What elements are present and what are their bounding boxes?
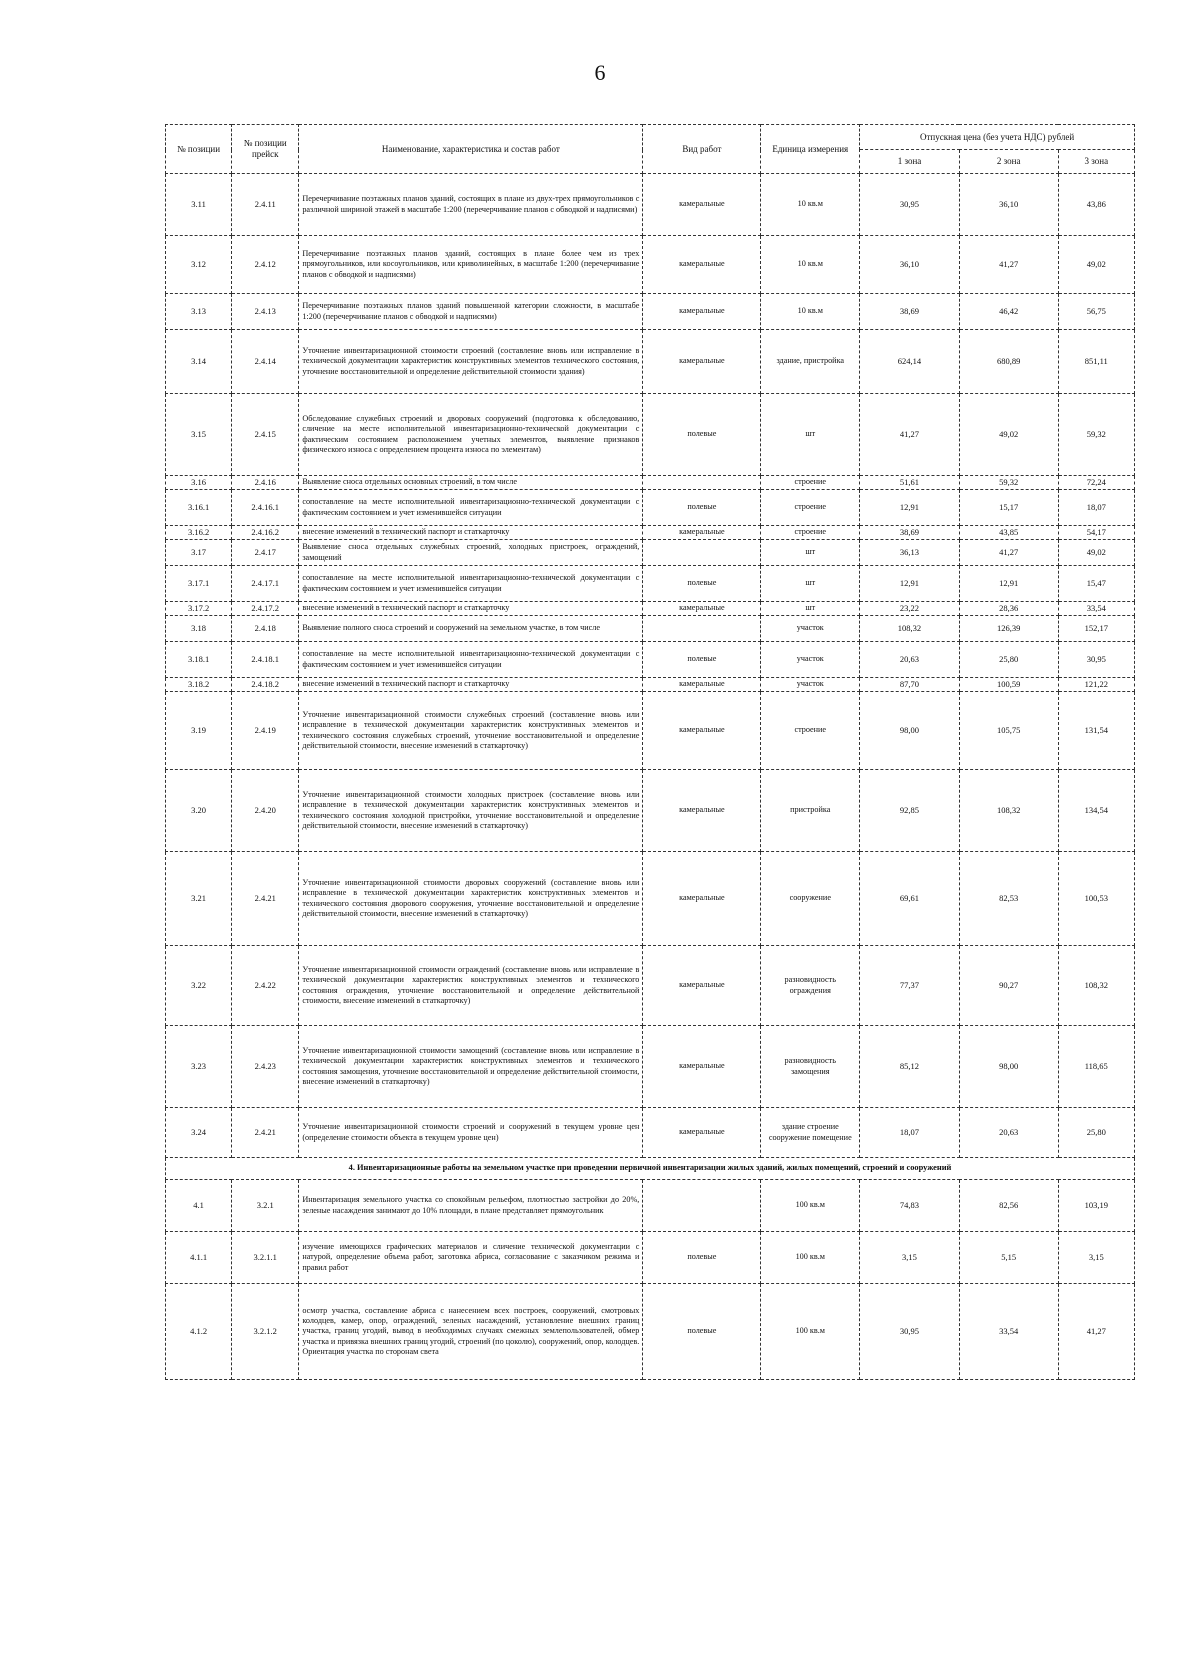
cell-work-type: камеральные (643, 236, 761, 294)
cell-price-position: 2.4.17 (232, 540, 299, 566)
cell-price-position: 2.4.16.2 (232, 526, 299, 540)
cell-unit: пристройка (761, 770, 860, 852)
cell-unit: здание строение сооружение помещение (761, 1108, 860, 1158)
table-row (166, 490, 1135, 526)
cell-price-zone-2: 59,32 (959, 476, 1058, 490)
cell-price-zone-3: 103,19 (1058, 1180, 1134, 1232)
cell-unit: 100 кв.м (761, 1232, 860, 1284)
cell-description: Уточнение инвентаризационной стоимости дворовых сооружений (составление вновь или исправление в технической документации характеристик конструктивных элементов и технического состояния дворового сооружения, уточнение восстановительной и определение действительной стоимости, внесение изменений в статкарточку) (299, 852, 643, 946)
cell-unit: строение (761, 526, 860, 540)
cell-price-zone-1: 108,32 (860, 616, 960, 642)
cell-price-position: 2.4.18 (232, 616, 299, 642)
cell-unit: сооружение (761, 852, 860, 946)
table-row (166, 394, 1135, 476)
cell-work-type: полевые (643, 1232, 761, 1284)
cell-price-zone-3: 18,07 (1058, 490, 1134, 526)
table-row (166, 540, 1135, 566)
cell-unit: разновидность ограждения (761, 946, 860, 1026)
cell-unit: строение (761, 476, 860, 490)
cell-price-zone-2: 46,42 (959, 294, 1058, 330)
cell-position: 3.23 (166, 1026, 232, 1108)
cell-work-type: камеральные (643, 770, 761, 852)
cell-description: Уточнение инвентаризационной стоимости холодных пристроек (составление вновь или исправление в технической документации характеристик конструктивных элементов и технического состояния холодной пристройки, уточнение восстановительной и определение действительной стоимости, внесение изменений в статкарточку) (299, 770, 643, 852)
cell-price-position: 2.4.16 (232, 476, 299, 490)
cell-price-zone-3: 33,54 (1058, 602, 1134, 616)
cell-price-zone-1: 12,91 (860, 566, 960, 602)
cell-price-position: 3.2.1.2 (232, 1284, 299, 1380)
cell-description: Уточнение инвентаризационной стоимости замощений (составление вновь или исправление в технической документации характеристик конструктивных элементов и технического состояния замощения, уточнение восстановительной и определение действительной стоимости, внесение изменений в статкарточку) (299, 1026, 643, 1108)
cell-price-zone-3: 851,11 (1058, 330, 1134, 394)
cell-position: 3.17.2 (166, 602, 232, 616)
cell-price-position: 2.4.23 (232, 1026, 299, 1108)
cell-price-zone-3: 131,54 (1058, 692, 1134, 770)
cell-price-zone-2: 28,36 (959, 602, 1058, 616)
cell-description: сопоставление на месте исполнительной инвентаризационно-технической документации с фактическим состоянием и учет изменившейся ситуации (299, 490, 643, 526)
cell-price-position: 2.4.17.2 (232, 602, 299, 616)
cell-price-zone-2: 43,85 (959, 526, 1058, 540)
cell-description: сопоставление на месте исполнительной инвентаризационно-технической документации с фактическим состоянием и учет изменившейся ситуации (299, 642, 643, 678)
cell-price-zone-1: 36,10 (860, 236, 960, 294)
header-work-type: Вид работ (643, 125, 761, 174)
cell-price-zone-1: 87,70 (860, 678, 960, 692)
table-row (166, 692, 1135, 770)
cell-description: Уточнение инвентаризационной стоимости ограждений (составление вновь или исправление в технической документации характеристик конструктивных элементов и технического состояния ограждения, уточнение восстановительной и определение действительной стоимости, внесение изменений в статкарточку) (299, 946, 643, 1026)
cell-price-zone-3: 41,27 (1058, 1284, 1134, 1380)
cell-price-zone-3: 121,22 (1058, 678, 1134, 692)
table-row (166, 770, 1135, 852)
table-row (166, 330, 1135, 394)
cell-price-zone-1: 69,61 (860, 852, 960, 946)
header-position: № позиции (166, 125, 232, 174)
section-4-title: 4. Инвентаризационные работы на земельном участке при проведении первичной инвентаризации жилых зданий, жилых помещений, строений и сооружений (166, 1158, 1135, 1180)
cell-price-zone-3: 49,02 (1058, 540, 1134, 566)
cell-price-zone-3: 152,17 (1058, 616, 1134, 642)
cell-price-position: 2.4.14 (232, 330, 299, 394)
cell-price-position: 2.4.21 (232, 852, 299, 946)
cell-unit: строение (761, 692, 860, 770)
cell-description: Обследование служебных строений и дворовых сооружений (подготовка к обследованию, сличение на месте исполнительной инвентаризационно-технической документации с фактическим состоянием расположением учетных элементов, выявление признаков физического износа с определением процента износа по элементам) (299, 394, 643, 476)
cell-position: 4.1.1 (166, 1232, 232, 1284)
cell-price-zone-1: 38,69 (860, 526, 960, 540)
cell-price-position: 2.4.18.1 (232, 642, 299, 678)
cell-position: 3.22 (166, 946, 232, 1026)
cell-work-type (643, 476, 761, 490)
cell-unit: участок (761, 678, 860, 692)
cell-work-type: камеральные (643, 678, 761, 692)
cell-work-type: полевые (643, 566, 761, 602)
cell-price-zone-3: 108,32 (1058, 946, 1134, 1026)
table-row (166, 852, 1135, 946)
cell-description: Выявление сноса отдельных основных строений, в том числе (299, 476, 643, 490)
cell-work-type: полевые (643, 490, 761, 526)
cell-price-position: 2.4.12 (232, 236, 299, 294)
cell-position: 3.18.1 (166, 642, 232, 678)
cell-position: 3.15 (166, 394, 232, 476)
cell-position: 3.20 (166, 770, 232, 852)
table-row (166, 476, 1135, 490)
cell-work-type (643, 1180, 761, 1232)
cell-description: Уточнение инвентаризационной стоимости строений и сооружений в текущем уровне цен (определение стоимости объекта в текущем уровне цен) (299, 1108, 643, 1158)
cell-description: сопоставление на месте исполнительной инвентаризационно-технической документации с фактическим состоянием и учет изменившейся ситуации (299, 566, 643, 602)
cell-price-zone-2: 680,89 (959, 330, 1058, 394)
cell-position: 3.16.2 (166, 526, 232, 540)
cell-position: 3.24 (166, 1108, 232, 1158)
cell-price-zone-2: 12,91 (959, 566, 1058, 602)
cell-position: 4.1.2 (166, 1284, 232, 1380)
table-body-section-4-title (166, 1158, 1135, 1180)
cell-work-type (643, 540, 761, 566)
cell-price-zone-2: 15,17 (959, 490, 1058, 526)
cell-description: осмотр участка, составление абриса с нанесением всех построек, сооружений, смотровых колодцев, камер, опор, ограждений, зеленых насаждений, установление внешних границ участка, границ угодий, вывод в необходимых случаях смежных землепользователей, обмер участка и привязка внешних границ угодий, строений (по цоколю), сооружений, опор, колодцев. Ориентация участка по сторонам света (299, 1284, 643, 1380)
table-row (166, 642, 1135, 678)
cell-work-type: камеральные (643, 946, 761, 1026)
table-row (166, 526, 1135, 540)
cell-price-zone-1: 30,95 (860, 1284, 960, 1380)
cell-price-zone-2: 108,32 (959, 770, 1058, 852)
cell-price-position: 2.4.13 (232, 294, 299, 330)
cell-work-type: полевые (643, 1284, 761, 1380)
table-row (166, 678, 1135, 692)
cell-price-zone-1: 85,12 (860, 1026, 960, 1108)
cell-work-type: камеральные (643, 1108, 761, 1158)
cell-price-zone-1: 20,63 (860, 642, 960, 678)
header-unit: Единица измерения (761, 125, 860, 174)
table-row (166, 236, 1135, 294)
header-zone-1: 1 зона (860, 150, 960, 174)
price-table (165, 124, 1135, 1380)
cell-unit: 100 кв.м (761, 1284, 860, 1380)
cell-price-position: 2.4.15 (232, 394, 299, 476)
cell-price-position: 2.4.17.1 (232, 566, 299, 602)
table-row (166, 294, 1135, 330)
cell-price-position: 2.4.11 (232, 174, 299, 236)
cell-unit: шт (761, 394, 860, 476)
cell-price-zone-2: 41,27 (959, 540, 1058, 566)
cell-unit: участок (761, 616, 860, 642)
cell-price-zone-3: 25,80 (1058, 1108, 1134, 1158)
cell-work-type (643, 616, 761, 642)
cell-price-position: 3.2.1 (232, 1180, 299, 1232)
cell-position: 3.11 (166, 174, 232, 236)
cell-price-zone-2: 20,63 (959, 1108, 1058, 1158)
cell-price-zone-2: 5,15 (959, 1232, 1058, 1284)
cell-price-zone-2: 90,27 (959, 946, 1058, 1026)
cell-price-zone-2: 126,39 (959, 616, 1058, 642)
cell-price-zone-3: 3,15 (1058, 1232, 1134, 1284)
cell-price-zone-3: 59,32 (1058, 394, 1134, 476)
table-body-section-4 (166, 1180, 1135, 1380)
cell-position: 3.19 (166, 692, 232, 770)
cell-description: Уточнение инвентаризационной стоимости служебных строений (составление вновь или исправление в технической документации характеристик конструктивных элементов и технического состояния служебных строений, уточнение восстановительной и определение действительной стоимости, внесение изменений в статкарточку) (299, 692, 643, 770)
table-row (166, 566, 1135, 602)
cell-work-type: камеральные (643, 602, 761, 616)
cell-description: внесение изменений в технический паспорт и статкарточку (299, 678, 643, 692)
header-zone-3: 3 зона (1058, 150, 1134, 174)
cell-work-type: камеральные (643, 692, 761, 770)
cell-unit: строение (761, 490, 860, 526)
table-row (166, 1284, 1135, 1380)
cell-price-zone-1: 30,95 (860, 174, 960, 236)
header-name: Наименование, характеристика и состав работ (299, 125, 643, 174)
cell-price-zone-3: 134,54 (1058, 770, 1134, 852)
cell-price-position: 2.4.22 (232, 946, 299, 1026)
cell-price-zone-2: 100,59 (959, 678, 1058, 692)
table-row (166, 1180, 1135, 1232)
cell-price-position: 2.4.18.2 (232, 678, 299, 692)
cell-unit: здание, пристройка (761, 330, 860, 394)
cell-price-zone-3: 100,53 (1058, 852, 1134, 946)
cell-price-position: 2.4.19 (232, 692, 299, 770)
cell-description: изучение имеющихся графических материалов и сличение технической документации с натурой, определение объема работ, заготовка абриса, согласование с заказчиком режима и правил работ (299, 1232, 643, 1284)
table-row (166, 1232, 1135, 1284)
header-price: Отпускная цена (без учета НДС) рублей (860, 125, 1135, 150)
cell-price-zone-1: 23,22 (860, 602, 960, 616)
cell-work-type: камеральные (643, 330, 761, 394)
table-row (166, 946, 1135, 1026)
cell-work-type: полевые (643, 642, 761, 678)
cell-position: 3.18.2 (166, 678, 232, 692)
table-row (166, 602, 1135, 616)
cell-position: 3.17.1 (166, 566, 232, 602)
cell-price-zone-1: 12,91 (860, 490, 960, 526)
cell-position: 3.18 (166, 616, 232, 642)
cell-unit: 10 кв.м (761, 174, 860, 236)
cell-unit: 10 кв.м (761, 236, 860, 294)
header-zone-2: 2 зона (959, 150, 1058, 174)
cell-description: внесение изменений в технический паспорт и статкарточку (299, 602, 643, 616)
cell-price-zone-2: 25,80 (959, 642, 1058, 678)
cell-price-zone-2: 49,02 (959, 394, 1058, 476)
header-price-position: № позиции прейск (232, 125, 299, 174)
cell-price-zone-2: 36,10 (959, 174, 1058, 236)
cell-position: 3.16 (166, 476, 232, 490)
cell-price-zone-2: 33,54 (959, 1284, 1058, 1380)
cell-price-zone-3: 54,17 (1058, 526, 1134, 540)
cell-price-position: 3.2.1.1 (232, 1232, 299, 1284)
cell-price-zone-2: 82,56 (959, 1180, 1058, 1232)
table-row (166, 1108, 1135, 1158)
cell-price-zone-3: 56,75 (1058, 294, 1134, 330)
cell-unit: шт (761, 566, 860, 602)
cell-price-position: 2.4.20 (232, 770, 299, 852)
cell-price-zone-1: 36,13 (860, 540, 960, 566)
table-body-section-3 (166, 174, 1135, 1158)
cell-price-zone-1: 41,27 (860, 394, 960, 476)
cell-description: Перечерчивание поэтажных планов зданий, состоящих в плане более чем из трех прямоугольников, или косоугольников, или криволинейных, в масштабе 1:200 (перечерчивание планов с обводкой и надписями) (299, 236, 643, 294)
cell-unit: шт (761, 602, 860, 616)
cell-description: Перечерчивание поэтажных планов зданий, состоящих в плане из двух-трех прямоугольников с различной шириной этажей в масштабе 1:200 (перечерчивание планов с обводкой и надписями) (299, 174, 643, 236)
cell-position: 3.12 (166, 236, 232, 294)
cell-work-type: камеральные (643, 526, 761, 540)
cell-price-zone-2: 105,75 (959, 692, 1058, 770)
cell-price-zone-3: 43,86 (1058, 174, 1134, 236)
table-row (166, 1026, 1135, 1108)
cell-price-zone-1: 51,61 (860, 476, 960, 490)
cell-position: 3.13 (166, 294, 232, 330)
cell-price-zone-1: 38,69 (860, 294, 960, 330)
cell-description: Уточнение инвентаризационной стоимости строений (составление вновь или исправление в технической документации характеристик конструктивных элементов технического состояния, уточнение восстановительной и определение действительной стоимости здания) (299, 330, 643, 394)
cell-price-zone-2: 82,53 (959, 852, 1058, 946)
cell-price-zone-3: 49,02 (1058, 236, 1134, 294)
cell-price-zone-3: 72,24 (1058, 476, 1134, 490)
cell-price-zone-1: 98,00 (860, 692, 960, 770)
cell-work-type: камеральные (643, 852, 761, 946)
cell-price-zone-3: 118,65 (1058, 1026, 1134, 1108)
cell-unit: 10 кв.м (761, 294, 860, 330)
table-row (166, 616, 1135, 642)
cell-price-position: 2.4.16.1 (232, 490, 299, 526)
cell-position: 3.17 (166, 540, 232, 566)
cell-price-zone-3: 15,47 (1058, 566, 1134, 602)
cell-position: 4.1 (166, 1180, 232, 1232)
page-number: 6 (594, 60, 606, 85)
cell-price-zone-1: 92,85 (860, 770, 960, 852)
cell-position: 3.21 (166, 852, 232, 946)
cell-work-type: камеральные (643, 294, 761, 330)
cell-price-zone-1: 77,37 (860, 946, 960, 1026)
cell-price-zone-1: 624,14 (860, 330, 960, 394)
cell-price-zone-3: 30,95 (1058, 642, 1134, 678)
cell-work-type: камеральные (643, 1026, 761, 1108)
cell-price-zone-2: 98,00 (959, 1026, 1058, 1108)
cell-price-zone-1: 18,07 (860, 1108, 960, 1158)
cell-description: Инвентаризация земельного участка со спокойным рельефом, плотностью застройки до 20%, зеленые насаждения занимают до 10% площади, в плане представляет прямоугольник (299, 1180, 643, 1232)
cell-price-position: 2.4.21 (232, 1108, 299, 1158)
cell-position: 3.16.1 (166, 490, 232, 526)
cell-description: внесение изменений в технический паспорт и статкарточку (299, 526, 643, 540)
cell-unit: 100 кв.м (761, 1180, 860, 1232)
table-row (166, 174, 1135, 236)
cell-price-zone-1: 74,83 (860, 1180, 960, 1232)
cell-description: Выявление сноса отдельных служебных строений, холодных пристроек, ограждений, замощений (299, 540, 643, 566)
cell-price-zone-2: 41,27 (959, 236, 1058, 294)
cell-position: 3.14 (166, 330, 232, 394)
cell-description: Перечерчивание поэтажных планов зданий повышенной категории сложности, в масштабе 1:200 (перечерчивание планов с обводкой и надписями) (299, 294, 643, 330)
cell-price-zone-1: 3,15 (860, 1232, 960, 1284)
cell-unit: участок (761, 642, 860, 678)
cell-work-type: полевые (643, 394, 761, 476)
cell-unit: разновидность замощения (761, 1026, 860, 1108)
cell-work-type: камеральные (643, 174, 761, 236)
cell-unit: шт (761, 540, 860, 566)
cell-description: Выявление полного сноса строений и сооружений на земельном участке, в том числе (299, 616, 643, 642)
